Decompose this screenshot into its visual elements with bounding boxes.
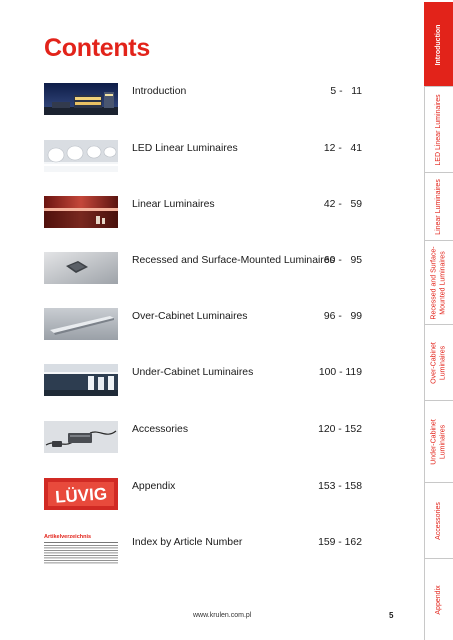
- tab-label: Linear Luminaires: [434, 178, 442, 235]
- introduction-thumbnail: [44, 83, 118, 115]
- tab-accessories[interactable]: [424, 482, 453, 558]
- toc-row-accessories[interactable]: [44, 421, 366, 453]
- accessories-thumbnail: [44, 421, 118, 453]
- under-cabinet-thumbnail: [44, 364, 118, 396]
- tab-label-line-1: Under-Cabinet: [430, 418, 438, 465]
- tab-label-line-1: Over-Cabinet: [430, 341, 438, 384]
- tab-label-line-2: Mounted Luminaires: [439, 250, 446, 315]
- toc-label: Under-Cabinet Luminaires: [132, 367, 254, 378]
- toc-row-over-cabinet[interactable]: [44, 308, 366, 340]
- toc-row-under-cabinet[interactable]: [44, 364, 366, 396]
- footer-url[interactable]: www.krulen.com.pl: [193, 612, 252, 619]
- index-heading-text: Artikelverzeichnis: [44, 534, 92, 540]
- toc-page-range: 120 - 152: [318, 424, 362, 435]
- over-cabinet-thumbnail: [44, 308, 118, 340]
- toc-page-range: 153 - 158: [318, 481, 362, 492]
- page-number: 5: [389, 611, 394, 620]
- appendix-thumbnail: [44, 478, 118, 510]
- toc-row-index-by-article-number[interactable]: [44, 534, 366, 566]
- tab-label-line-2: Luminaires: [439, 345, 446, 380]
- tab-label-line-1: Recessed and Surface-: [430, 245, 438, 320]
- tab-under-cabinet[interactable]: [424, 400, 453, 482]
- tab-label: LED Linear Luminaires: [434, 93, 442, 166]
- toc-label: Index by Article Number: [132, 537, 243, 548]
- tab-label: Introduction: [434, 24, 442, 65]
- toc-label: Accessories: [132, 424, 189, 435]
- appendix-logo-text: LÜVIG: [54, 484, 108, 507]
- toc-label: Introduction: [132, 86, 187, 97]
- toc-page-range: 42 - 59: [323, 199, 362, 210]
- tab-recessed-surface-mounted[interactable]: [424, 240, 453, 324]
- toc-label: LED Linear Luminaires: [132, 143, 238, 154]
- page-title: Contents: [44, 34, 150, 62]
- linear-thumbnail: [44, 196, 118, 228]
- toc-label: Linear Luminaires: [132, 199, 215, 210]
- toc-page-range: 5 - 11: [330, 86, 362, 97]
- toc-row-recessed-surface-mounted[interactable]: [44, 252, 366, 284]
- toc-label: Appendix: [132, 481, 176, 492]
- index-thumbnail: [44, 534, 118, 566]
- tab-introduction[interactable]: [424, 2, 453, 86]
- toc-label: Over-Cabinet Luminaires: [132, 311, 248, 322]
- toc-row-appendix[interactable]: [44, 478, 366, 510]
- toc-page-range: 12 - 41: [323, 143, 362, 154]
- toc-page-range: 96 - 99: [323, 311, 362, 322]
- tab-label: Appendix: [434, 584, 442, 615]
- toc-page-range: 60 - 95: [323, 255, 362, 266]
- toc-page-range: 100 - 119: [318, 367, 362, 378]
- toc-row-led-linear-luminaires[interactable]: [44, 140, 366, 172]
- tab-over-cabinet[interactable]: [424, 324, 453, 400]
- tab-appendix[interactable]: [424, 558, 453, 640]
- section-tab-rail: [424, 2, 453, 640]
- toc-page-range: 159 - 162: [318, 537, 362, 548]
- tab-linear-luminaires[interactable]: [424, 172, 453, 240]
- led-linear-thumbnail: [44, 140, 118, 172]
- recessed-thumbnail: [44, 252, 118, 284]
- toc-row-introduction[interactable]: [44, 83, 366, 115]
- tab-label: Accessories: [434, 501, 442, 540]
- tab-led-linear-luminaires[interactable]: [424, 86, 453, 172]
- toc-label: Recessed and Surface-Mounted Luminaires: [132, 255, 335, 266]
- toc-row-linear-luminaires[interactable]: [44, 196, 366, 228]
- tab-label-line-2: Luminaires: [439, 424, 446, 459]
